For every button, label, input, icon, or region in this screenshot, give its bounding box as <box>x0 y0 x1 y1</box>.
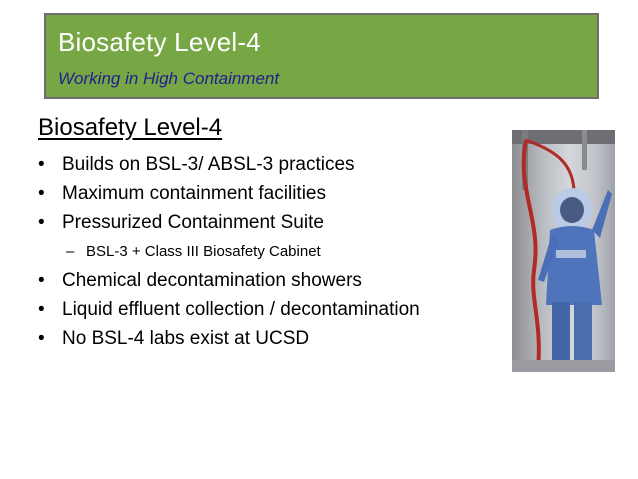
bullet-item <box>38 324 420 353</box>
bullet-text: Liquid effluent collection / decontamination <box>62 299 420 320</box>
sub-bullet-text: BSL-3 + Class III Biosafety Cabinet <box>86 243 321 260</box>
bullet-dot: • <box>38 154 45 175</box>
bullet-item <box>38 266 420 295</box>
bullet-dot: • <box>38 299 45 320</box>
bullet-dot: • <box>38 212 45 233</box>
slide-title-box <box>44 13 599 99</box>
bullet-item <box>38 179 420 208</box>
sub-bullet-item <box>38 237 420 266</box>
bullet-list <box>38 150 420 353</box>
bullet-text: No BSL-4 labs exist at UCSD <box>62 328 310 349</box>
section-heading: Biosafety Level-4 <box>38 114 223 141</box>
bullet-dot: • <box>38 328 45 349</box>
bullet-text: Builds on BSL-3/ ABSL-3 practices <box>62 154 355 175</box>
suit-worker-illustration <box>512 130 615 372</box>
bsl4-suit-photo <box>512 130 615 372</box>
bullet-dot: • <box>38 270 45 291</box>
bullet-item <box>38 295 420 324</box>
bullet-text: Chemical decontamination showers <box>62 270 362 291</box>
bullet-item <box>38 150 420 179</box>
bullet-item <box>38 208 420 237</box>
sub-bullet-dash: – <box>66 243 75 260</box>
bullet-text: Pressurized Containment Suite <box>62 212 324 233</box>
bullet-dot: • <box>38 183 45 204</box>
bullet-text: Maximum containment facilities <box>62 183 326 204</box>
slide-title: Biosafety Level-4 <box>58 27 261 57</box>
slide-subtitle: Working in High Containment <box>58 69 280 88</box>
